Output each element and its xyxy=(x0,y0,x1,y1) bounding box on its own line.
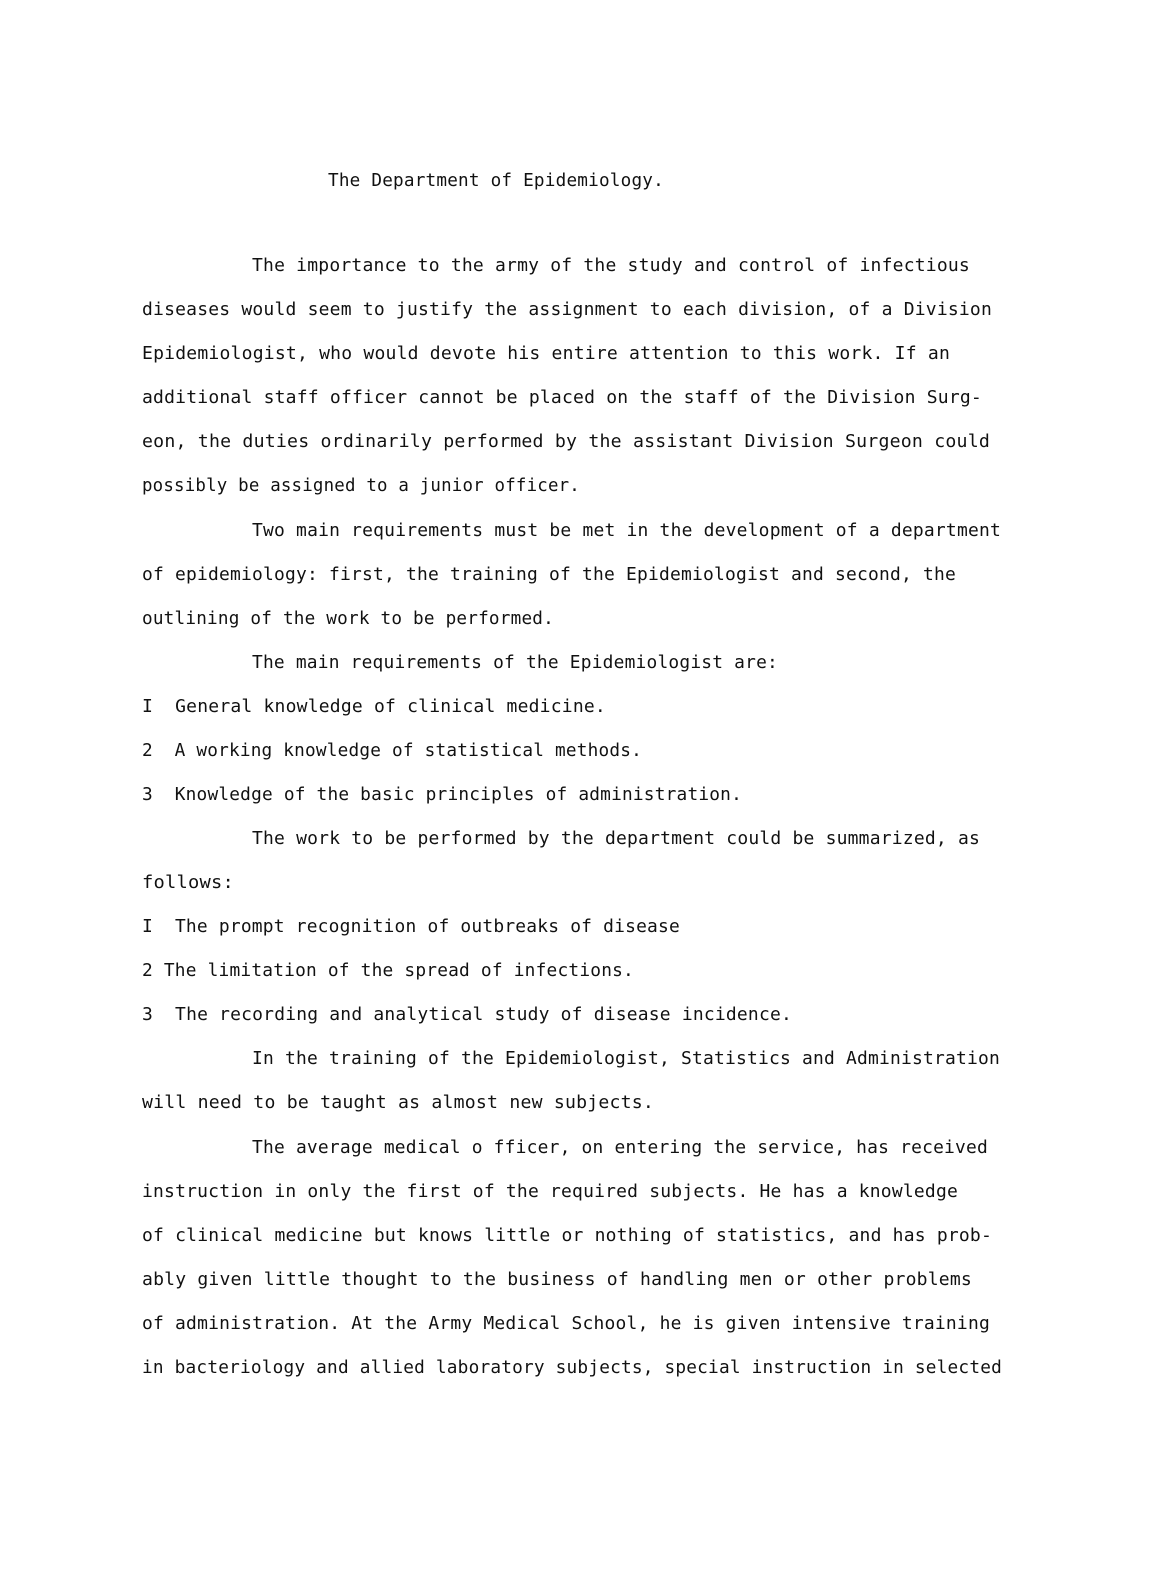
text-line: will need to be taught as almost new subjects. xyxy=(142,1092,655,1113)
text-line: I The prompt recognition of outbreaks of disease xyxy=(142,916,681,937)
text-line: of clinical medicine but knows little or nothing of statistics, and has prob- xyxy=(142,1225,993,1246)
text-line: The main requirements of the Epidemiologist are: xyxy=(252,652,779,673)
text-line: In the training of the Epidemiologist, Statistics and Administration xyxy=(252,1048,1000,1069)
text-line: of epidemiology: first, the training of the Epidemiologist and second, the xyxy=(142,564,957,585)
text-line: eon, the duties ordinarily performed by the assistant Division Surgeon could xyxy=(142,431,991,452)
text-line: outlining of the work to be performed. xyxy=(142,608,554,629)
text-line: 2 The limitation of the spread of infections. xyxy=(142,960,635,981)
text-line: ably given little thought to the business of handling men or other problems xyxy=(142,1269,973,1290)
text-line: The work to be performed by the department could be summarized, as xyxy=(252,828,981,849)
text-line: instruction in only the first of the required subjects. He has a knowledge xyxy=(142,1181,958,1202)
text-line: I General knowledge of clinical medicine. xyxy=(142,696,606,717)
text-line: Epidemiologist, who would devote his entire attention to this work. If an xyxy=(142,343,951,364)
text-line: 3 The recording and analytical study of disease incidence. xyxy=(142,1004,793,1025)
text-line: 3 Knowledge of the basic principles of administration. xyxy=(142,784,742,805)
text-line: Two main requirements must be met in the development of a department xyxy=(252,520,1002,541)
text-line: diseases would seem to justify the assignment to each division, of a Division xyxy=(142,299,993,320)
page-title: The Department of Epidemiology. xyxy=(328,170,664,191)
text-line: follows: xyxy=(142,872,234,893)
text-line: The average medical o fficer, on entering the service, has received xyxy=(252,1137,989,1158)
text-line: additional staff officer cannot be placed on the staff of the Division Surg- xyxy=(142,387,982,408)
text-line: possibly be assigned to a junior officer. xyxy=(142,475,580,496)
text-line: of administration. At the Army Medical School, he is given intensive training xyxy=(142,1313,990,1334)
text-line: in bacteriology and allied laboratory subjects, special instruction in selected xyxy=(142,1357,1002,1378)
text-line: 2 A working knowledge of statistical methods. xyxy=(142,740,642,761)
text-line: The importance to the army of the study and control of infectious xyxy=(252,255,970,276)
